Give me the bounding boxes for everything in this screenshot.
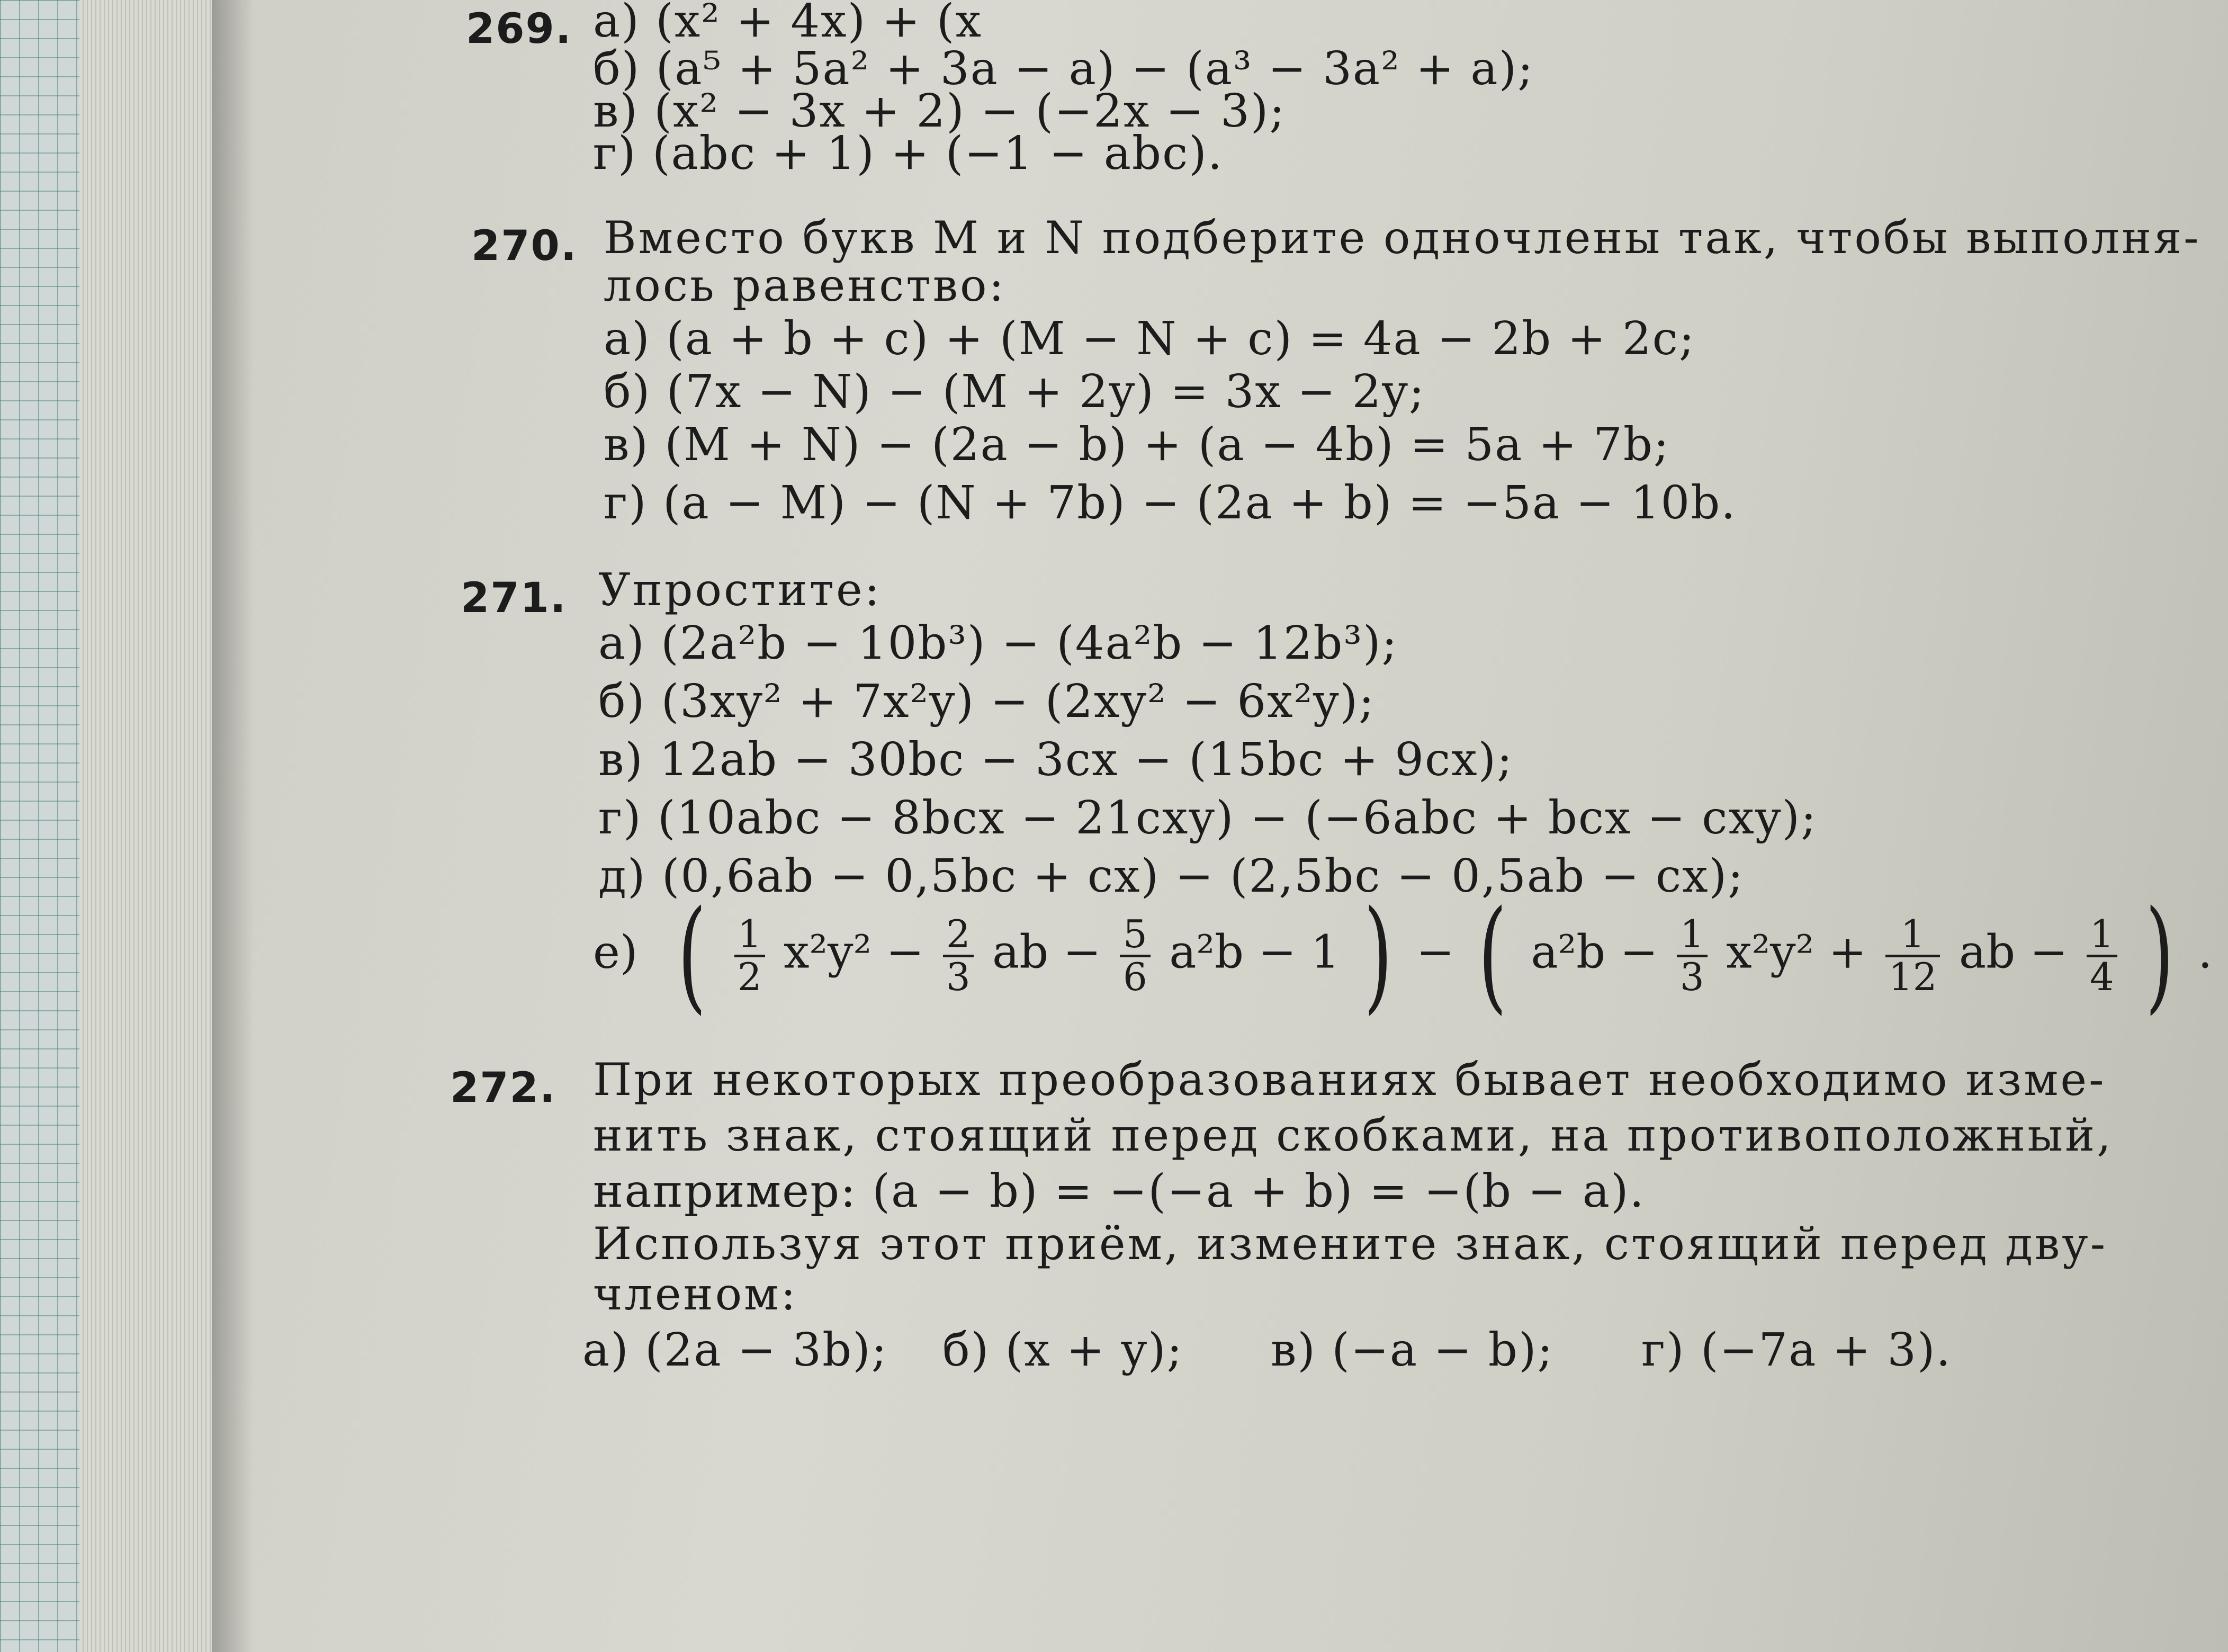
problem-example: например: (a − b) = −(−a + b) = −(b − a). — [593, 1165, 1645, 1218]
problem-number: 270. — [471, 222, 578, 270]
problem-text: лось равенство: — [604, 259, 1006, 311]
term: ab − — [992, 926, 1101, 979]
fraction: $\frac{1}{12}$ — [1885, 914, 1940, 997]
problem-text: Используя этот приём, измените знак, стоящий перед дву- — [593, 1218, 2108, 1270]
item-label: е) — [593, 926, 638, 979]
problem-text: Вместо букв M и N подберите одночлены так, чтобы выполня- — [604, 212, 2201, 264]
problem-line: в) 12ab − 30bc − 3cx − (15bc + 9cx); — [598, 733, 1514, 786]
term: x²y² − — [784, 926, 924, 979]
fraction: $\frac{2}{3}$ — [943, 914, 974, 997]
problem-line: в) (x² − 3x + 2) − (−2x − 3); — [593, 85, 1286, 138]
answer-item: г) (−7a + 3). — [1641, 1324, 1952, 1377]
answer-item: в) (−a − b); — [1271, 1324, 1554, 1377]
problem-line: а) (x² + 4x) + (x — [593, 0, 982, 48]
problem-number: 269. — [466, 5, 572, 53]
problem-line: а) (2a²b − 10b³) − (4a²b − 12b³); — [598, 617, 1398, 670]
fraction: $\frac{1}{2}$ — [734, 914, 765, 997]
problem-text: нить знак, стоящий перед скобками, на противоположный, — [593, 1109, 2113, 1161]
problem-number: 271. — [461, 574, 567, 622]
term: x²y² + — [1726, 926, 1867, 979]
problem-text: При некоторых преобразованиях бывает необходимо изме- — [593, 1054, 2106, 1106]
fraction: $\frac{1}{3}$ — [1677, 914, 1708, 997]
answer-item: б) (x + y); — [942, 1324, 1183, 1377]
left-paren: ( — [677, 885, 706, 1026]
page-fold-shadow — [212, 0, 254, 1652]
problem-line: д) (0,6ab − 0,5bc + cx) − (2,5bc − 0,5ab − cx); — [598, 850, 1745, 903]
term: ab − — [1959, 926, 2068, 979]
left-paren: ( — [1478, 885, 1507, 1026]
problem-line: б) (3xy² + 7x²y) − (2xy² − 6x²y); — [598, 675, 1376, 728]
problem-line: а) (a + b + c) + (M − N + c) = 4a − 2b + 2c; — [604, 312, 1695, 365]
problem-text: членом: — [593, 1268, 798, 1320]
problem-line: г) (abc + 1) + (−1 − abc). — [593, 127, 1224, 180]
problem-line-fractions — [593, 885, 2213, 1026]
term: a²b − — [1531, 926, 1658, 979]
fraction: $\frac{5}{6}$ — [1120, 914, 1151, 997]
problem-line: г) (a − M) − (N + 7b) − (2a + b) = −5a − 10b. — [604, 477, 1737, 529]
problem-line: б) (7x − N) − (M + 2y) = 3x − 2y; — [604, 365, 1425, 418]
right-paren: ) — [1363, 885, 1392, 1026]
textbook-page — [212, 0, 2228, 1652]
term: a²b − 1 — [1169, 926, 1340, 979]
right-paren: ) — [2145, 885, 2174, 1026]
problem-line: б) (a⁵ + 5a² + 3a − a) − (a³ − 3a² + a); — [593, 42, 1534, 95]
problem-number: 272. — [450, 1064, 556, 1112]
operator: − — [1416, 926, 1454, 979]
problem-line: в) (M + N) − (2a − b) + (a − 4b) = 5a + 7b; — [604, 418, 1670, 471]
problem-text: Упростите: — [598, 564, 882, 616]
fraction: $\frac{1}{4}$ — [2087, 914, 2117, 997]
problem-line: г) (10abc − 8bcx − 21cxy) − (−6abc + bcx − cxy); — [598, 792, 1818, 845]
answer-item: а) (2a − 3b); — [582, 1324, 888, 1377]
terminator: . — [2198, 926, 2213, 979]
